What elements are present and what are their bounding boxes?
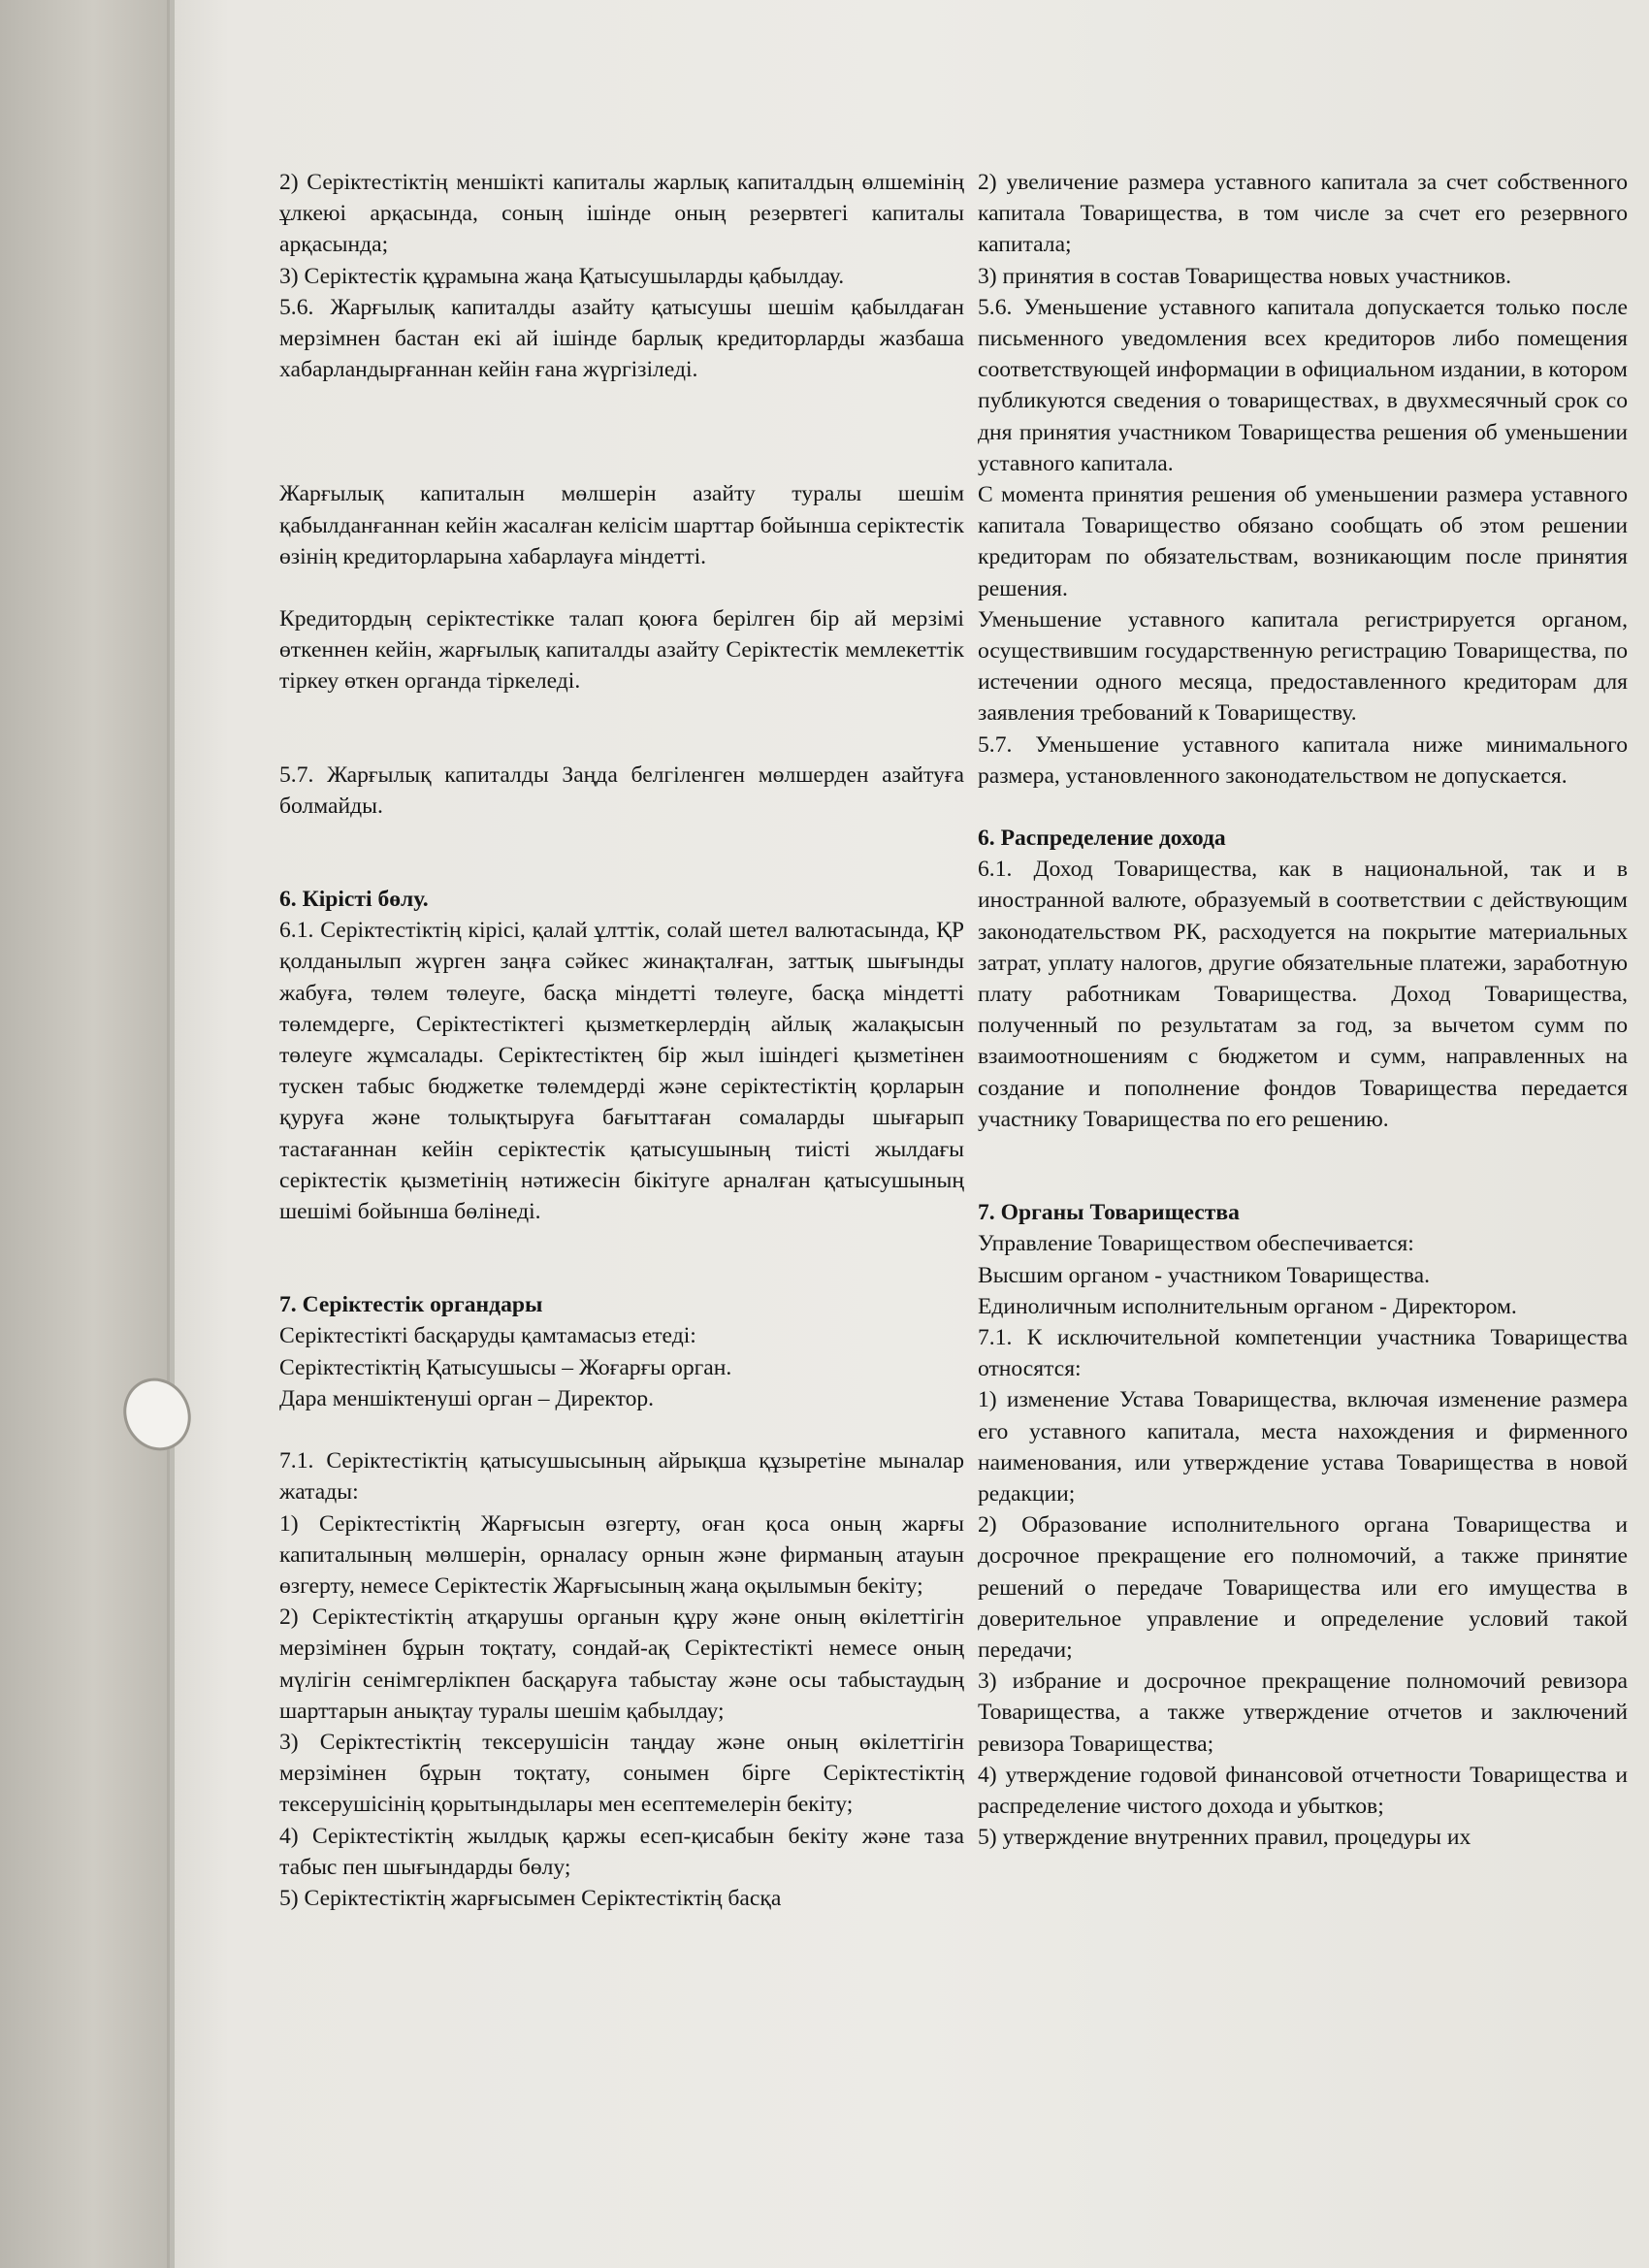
paragraph: 3) принятия в состав Товарищества новых участников.	[978, 263, 1511, 289]
paragraph: 5.6. Уменьшение уставного капитала допускается только после письменного уведомления всех кредиторов либо помещения соответствующей информации в официальном издании, в котором публикуются сведения о товариществах, в двухмесячный срок со дня принятия участником Товарищества решения об уменьшении уставного капитала.	[978, 294, 1628, 476]
paragraph: 2) Серіктестіктің меншікті капиталы жарлық капиталдың өлшемінің ұлкеюі арқасында, соның ішінде оның резервтегі капиталы арқасында;	[279, 170, 964, 258]
paragraph: 3) избрание и досрочное прекращение полномочий ревизора Товарищества, а также утверждение отчетов и заключений ревизора Товарищества;	[978, 1669, 1628, 1757]
paragraph: 3) Серіктестік құрамына жаңа Қатысушыларды қабылдау.	[279, 263, 845, 289]
paragraph: 5.6. Жарғылық капиталды азайту қатысушы шешім қабылдаған мерзімнен бастан екі ай ішінде барлық кредиторларды жазбаша хабарландырғаннан кейін ғана жүргізіледі.	[279, 294, 964, 383]
paragraph: Серіктестіктің Қатысушысы – Жоғарғы орган.	[279, 1354, 732, 1380]
paragraph: Дара меншіктенуші орган – Директор.	[279, 1385, 655, 1411]
paragraph: Единоличным исполнительным органом - Директором.	[978, 1293, 1517, 1319]
paragraph: 6.1. Серіктестіктің кірісі, қалай ұлттік, солай шетел валютасында, ҚР қолданылып жүрген заңға сәйкес жинақталған, заттық шығынды жабуға, төлем төлеуге, басқа міндетті төлеуге, басқа міндетті төлемдерге, Серіктестіктегі қызметкерлердің айлық жалақысын төлеуге жұмсалады. Серіктестіктең бір жыл ішіндегі қызметінен тускен табыс бюджетке төлемдерді және серіктестіктің қорларын қуруға және толықтыруға бағыттаған сомаларды шығарып тастағаннан кейін серіктестік қатысушының тиісті жылдағы серіктестік қызметінің нәтижесін бікітуге арналған қатысушының шешімі бойынша бөлінеді.	[279, 918, 964, 1225]
paragraph: 6.1. Доход Товарищества, как в национальной, так и в иностранной валюте, образуемый в соответствии с действующим законодательством РК, расходуется на покрытие материальных затрат, уплату налогов, другие обязательные платежи, заработную плату работникам Товарищества. Доход Товарищества, полученный по результатам за год, за вычетом сумм по взаимоотношениям с бюджетом и сумм, направленных на создание и пополнение фондов Товарищества передается участнику Товарищества по его решению.	[978, 857, 1628, 1132]
paragraph: Жарғылық капиталын мөлшерін азайту туралы шешім қабылданғаннан кейін жасалған келісім шарттар бойынша серіктестік өзінің кредиторларына хабарлауға міндетті.	[279, 481, 964, 569]
section-heading: 6. Кірісті бөлу.	[279, 887, 429, 913]
adjacent-page-edge	[0, 0, 170, 2268]
paragraph: Высшим органом - участником Товарищества.	[978, 1262, 1430, 1288]
paragraph: Уменьшение уставного капитала регистрируется органом, осуществившим государственную регистрацию Товарищества, по истечении одного месяца, предоставленного кредиторам для заявления требований к Товариществу.	[978, 606, 1628, 727]
section-heading: 6. Распределение дохода	[978, 826, 1226, 852]
blank-space	[978, 1135, 1628, 1197]
kazakh-text-column	[279, 167, 964, 1914]
blank-space	[978, 792, 1628, 823]
paragraph: С момента принятия решения об уменьшении размера уставного капитала Товарищество обязано сообщать об этом решении кредиторам по обязательствам, возникающим после принятия решения.	[978, 482, 1628, 601]
blank-space	[279, 572, 964, 603]
section-heading: 7. Серіктестік органдары	[279, 1292, 543, 1318]
paragraph: 5.7. Жарғылық капиталды Заңда белгіленген мөлшерден азайтуға болмайды.	[279, 761, 964, 819]
blank-space	[279, 822, 964, 884]
paragraph: 7.1. Серіктестіктің қатысушысының айрықша құзыретіне мыналар жатады:	[279, 1448, 964, 1506]
paragraph: 2) Серіктестіктің атқарушы органын құру және оның өкілеттігін мерзімінен бұрын тоқтату, сондай-ақ Серіктестікті немесе оның мүлігін сенімгерлікпен басқаруға табыстау және осы табыстаудың шарттарын анықтау туралы шешім қабылдау;	[279, 1604, 964, 1724]
paragraph: Управление Товариществом обеспечивается:	[978, 1231, 1414, 1257]
page-fold-shadow	[167, 0, 175, 2268]
paragraph: 4) утверждение годовой финансовой отчетности Товарищества и распределение чистого дохода и убытков;	[978, 1762, 1628, 1819]
paragraph: Кредитордың серіктестікке талап қоюға берілген бір ай мерзімі өткеннен кейін, жарғылық капиталды азайту Серіктестік мемлекеттік тіркеу өткен органда тіркеледі.	[279, 606, 964, 695]
russian-text-column	[978, 167, 1628, 1853]
paragraph: 2) увеличение размера уставного капитала за счет собственного капитала Товарищества, в том числе за счет его резервного капитала;	[978, 170, 1628, 258]
section-heading: 7. Органы Товарищества	[978, 1200, 1240, 1226]
paragraph: 1) Серіктестіктің Жарғысын өзгерту, оған қоса оның жарғы капиталының мөлшерін, орналасу орнын және фирманың атауын өзгерту, немесе Серіктестік Жарғысының жаңа оқылымын бекіту;	[279, 1510, 964, 1599]
paragraph: 7.1. К исключительной компетенции участника Товарищества относятся:	[978, 1324, 1628, 1382]
blank-space	[279, 1414, 964, 1445]
paragraph: 1) изменение Устава Товарищества, включая изменение размера его уставного капитала, места нахождения и фирменного наименования, или утверждение устава Товарищества в новой редакции;	[978, 1387, 1628, 1507]
paragraph: 3) Серіктестіктің тексерушісін таңдау және оның өкілеттігін мерзімінен бұрын тоқтату, сонымен бірге Серіктестіктің тексерушісінің қорытындылары мен есептемелерін бекіту;	[279, 1729, 964, 1818]
paragraph: 4) Серіктестіктің жылдық қаржы есеп-қисабын бекіту және таза табыс пен шығындарды бөлу;	[279, 1823, 964, 1880]
paragraph: 5) Серіктестіктің жарғысымен Серіктестіктің басқа	[279, 1885, 782, 1911]
paragraph: 5.7. Уменьшение уставного капитала ниже минимального размера, установленного законодательством не допускается.	[978, 731, 1628, 789]
blank-space	[279, 1227, 964, 1289]
blank-space	[279, 697, 964, 760]
blank-space	[279, 385, 964, 478]
paragraph: 5) утверждение внутренних правил, процедуры их	[978, 1825, 1471, 1851]
paragraph: 2) Образование исполнительного органа Товарищества и досрочное прекращение его полномочий, а также принятие решений о передаче Товарищества или его имущества в доверительное управление и определение условий такой передачи;	[978, 1512, 1628, 1663]
paragraph: Серіктестікті басқаруды қамтамасыз етеді:	[279, 1323, 696, 1349]
